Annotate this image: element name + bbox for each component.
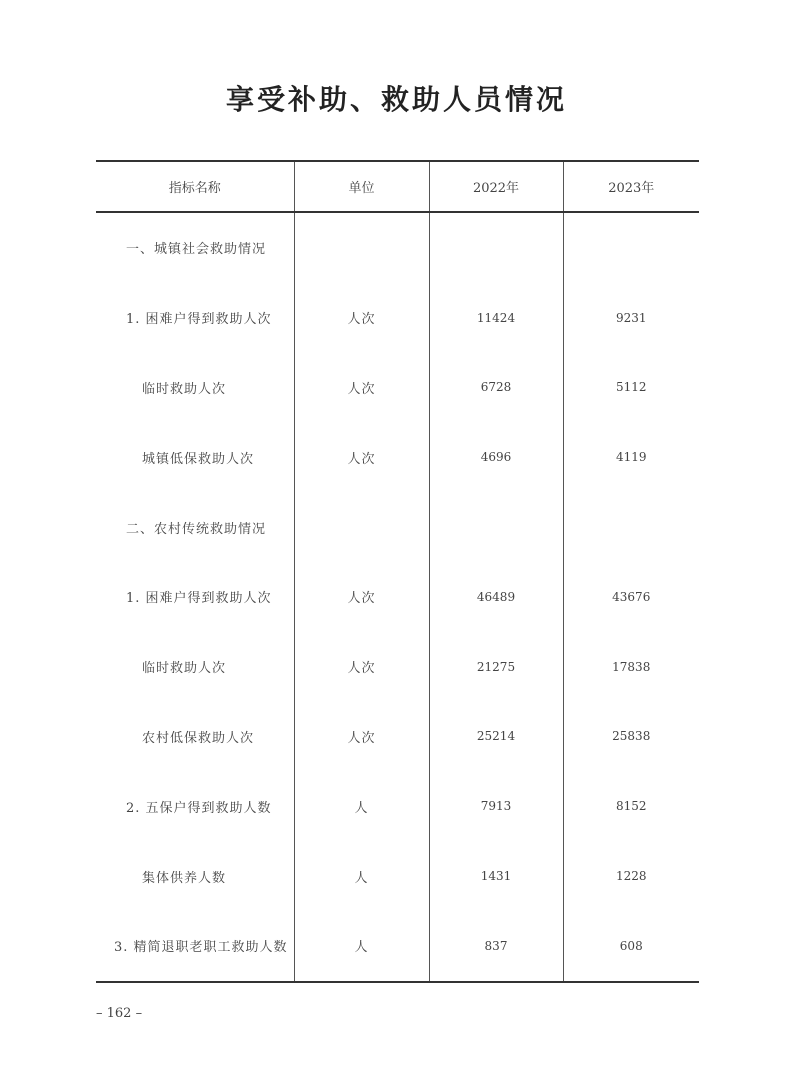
header-unit: 单位 <box>294 161 429 212</box>
row-value-2022: 46489 <box>429 562 563 632</box>
row-value-2023: 25838 <box>563 702 699 772</box>
header-indicator-name: 指标名称 <box>168 181 221 196</box>
table-body <box>96 212 699 982</box>
row-value-2023: 9231 <box>563 283 699 353</box>
row-unit: 人 <box>294 841 429 911</box>
row-value-2023 <box>563 492 699 562</box>
row-name: 城镇低保救助人次 <box>142 451 255 467</box>
page-number: – 162 – <box>96 1006 143 1021</box>
row-unit: 人次 <box>294 353 429 423</box>
row-unit: 人次 <box>294 562 429 632</box>
row-value-2023: 8152 <box>563 771 699 841</box>
table-row <box>96 283 699 353</box>
row-value-2023: 17838 <box>563 632 699 702</box>
table-row <box>96 492 699 562</box>
header-year-2022: 2022年 <box>429 161 563 212</box>
row-unit: 人次 <box>294 283 429 353</box>
row-unit: 人 <box>294 911 429 982</box>
row-unit <box>294 492 429 562</box>
row-value-2023: 43676 <box>563 562 699 632</box>
row-value-2022: 25214 <box>429 702 563 772</box>
row-value-2023: 5112 <box>563 353 699 423</box>
row-name: 二、农村传统救助情况 <box>126 521 267 537</box>
row-name: 1. 困难户得到救助人次 <box>126 591 272 607</box>
row-unit <box>294 212 429 283</box>
table-row <box>96 562 699 632</box>
row-value-2023 <box>563 212 699 283</box>
table-row <box>96 911 699 982</box>
row-value-2022: 6728 <box>429 353 563 423</box>
row-name: 1. 困难户得到救助人次 <box>126 312 272 328</box>
table-header <box>96 161 699 212</box>
table-row <box>96 422 699 492</box>
row-value-2023: 4119 <box>563 422 699 492</box>
row-value-2022: 11424 <box>429 283 563 353</box>
row-name: 3. 精简退职老职工救助人数 <box>114 940 288 956</box>
row-name: 农村低保救助人次 <box>142 730 255 746</box>
row-value-2022 <box>429 212 563 283</box>
table-row <box>96 212 699 283</box>
row-value-2023: 608 <box>563 911 699 982</box>
row-unit: 人 <box>294 771 429 841</box>
row-value-2022: 4696 <box>429 422 563 492</box>
table-row <box>96 771 699 841</box>
row-value-2022: 1431 <box>429 841 563 911</box>
table-row <box>96 353 699 423</box>
table-row <box>96 702 699 772</box>
row-value-2023: 1228 <box>563 841 699 911</box>
table-row <box>96 632 699 702</box>
row-name: 集体供养人数 <box>142 870 227 886</box>
row-name: 临时救助人次 <box>142 661 227 677</box>
row-value-2022: 837 <box>429 911 563 982</box>
row-value-2022: 21275 <box>429 632 563 702</box>
page-title: 享受补助、救助人员情况 <box>225 83 567 116</box>
row-unit: 人次 <box>294 632 429 702</box>
row-name: 临时救助人次 <box>142 381 227 397</box>
header-year-2023: 2023年 <box>563 161 699 212</box>
row-unit: 人次 <box>294 702 429 772</box>
row-name: 2. 五保户得到救助人数 <box>126 800 272 816</box>
row-value-2022: 7913 <box>429 771 563 841</box>
statistics-table <box>96 160 699 983</box>
row-value-2022 <box>429 492 563 562</box>
header-row <box>96 161 699 212</box>
row-unit: 人次 <box>294 422 429 492</box>
table-row <box>96 841 699 911</box>
row-name: 一、城镇社会救助情况 <box>126 242 267 258</box>
